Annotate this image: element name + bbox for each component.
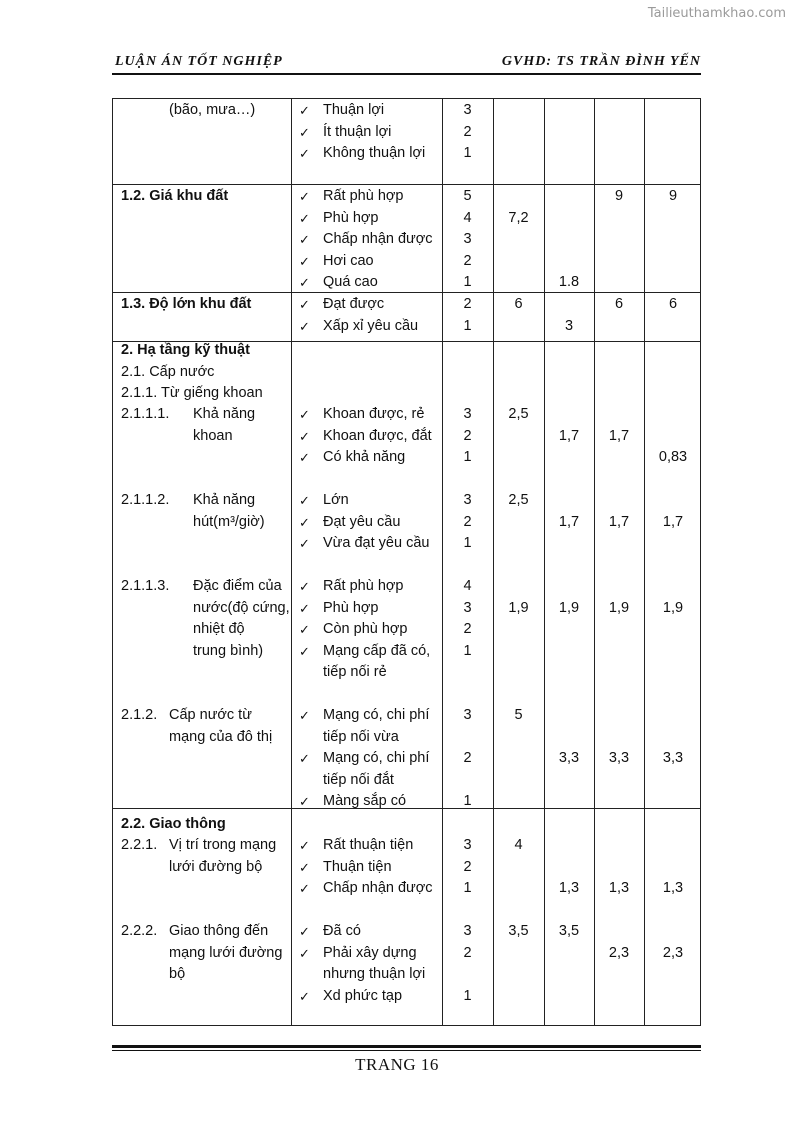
- option-label: Đạt yêu cầu: [323, 513, 401, 530]
- row-divider: [113, 184, 700, 185]
- item-label: mạng của đô thị: [169, 728, 273, 745]
- score-cell: 3,3: [662, 750, 684, 766]
- check-icon: ✓: [299, 579, 310, 594]
- item-label: hút(m³/giờ): [193, 513, 265, 530]
- option-label: Mạng có, chi phí: [323, 750, 430, 766]
- item-label: Khả năng: [193, 492, 256, 508]
- check-icon: ✓: [299, 751, 310, 766]
- option-label: Lớn: [323, 492, 349, 508]
- score-cell: 3,5: [508, 923, 529, 939]
- check-icon: ✓: [299, 881, 310, 896]
- check-icon: ✓: [299, 514, 310, 530]
- option-score: 4: [463, 578, 472, 594]
- score-cell: 1.8: [558, 274, 580, 290]
- option-score: 2: [463, 513, 472, 530]
- item-label: mạng lưới đường: [169, 944, 283, 961]
- option-label: Đạt được: [323, 296, 385, 312]
- option-label-cont: tiếp nối đắt: [323, 771, 394, 788]
- item-label: Vị trí trong mạng: [169, 837, 277, 853]
- check-icon: ✓: [299, 232, 310, 247]
- criteria-title: 1.3. Độ lớn khu đất: [121, 296, 252, 312]
- check-icon: ✓: [299, 253, 310, 269]
- header-right-advisor: GVHD: TS TRẦN ĐÌNH YẾN: [501, 54, 701, 69]
- score-cell: 1,3: [558, 880, 580, 896]
- item-label: nước(độ cứng,: [193, 599, 290, 616]
- check-icon: ✓: [299, 450, 310, 465]
- option-score: 3: [463, 599, 472, 616]
- score-cell: 1,7: [662, 513, 684, 530]
- option-score: 1: [463, 535, 472, 551]
- header-left-title: LUẬN ÁN TỐT NGHIỆP: [115, 54, 283, 69]
- score-cell: 0,83: [658, 449, 688, 465]
- option-label: Rất thuận tiện: [323, 837, 414, 853]
- option-score: 1: [463, 274, 472, 290]
- item-label: nhiệt độ: [193, 621, 245, 637]
- option-label: Mạng có, chi phí: [323, 707, 430, 723]
- option-label: Hơi cao: [323, 252, 374, 269]
- item-number: 2.1.1.1.: [121, 406, 170, 422]
- check-icon: ✓: [299, 407, 310, 422]
- section-title: 2.2. Giao thông: [121, 816, 226, 832]
- score-cell: 2,5: [508, 406, 529, 422]
- check-icon: ✓: [299, 103, 310, 118]
- score-cell: 3,3: [608, 750, 630, 766]
- score-cell: 2,3: [608, 944, 630, 961]
- item-label: khoan: [193, 427, 233, 444]
- option-label-cont: nhưng thuận lợi: [323, 966, 426, 982]
- score-cell: 3: [564, 317, 574, 334]
- score-cell: 1,9: [558, 599, 580, 616]
- check-icon: ✓: [299, 124, 310, 140]
- check-icon: ✓: [299, 146, 310, 161]
- subsection-title: 2.1. Cấp nước: [121, 363, 215, 380]
- check-icon: ✓: [299, 859, 310, 875]
- option-label: Đã có: [323, 923, 361, 939]
- item-number: 2.2.1.: [121, 837, 158, 853]
- check-icon: ✓: [299, 600, 310, 616]
- check-icon: ✓: [299, 297, 310, 312]
- item-number: 2.1.2.: [121, 707, 158, 723]
- option-label: Chấp nhận được: [323, 231, 433, 247]
- item-label: lưới đường bộ: [169, 858, 263, 875]
- option-label: Rất phù hợp: [323, 578, 404, 594]
- score-cell: 6: [514, 296, 523, 312]
- evaluation-table: [112, 98, 701, 1026]
- option-label: Phù hợp: [323, 599, 379, 616]
- score-cell: 2,3: [662, 944, 684, 961]
- section-title: 2. Hạ tầng kỹ thuật: [121, 342, 250, 358]
- score-cell: 1,9: [508, 599, 529, 616]
- option-score: 3: [463, 707, 472, 723]
- option-label: Khoan được, rẻ: [323, 406, 425, 422]
- option-label: Xd phức tạp: [323, 987, 403, 1004]
- footer-rule-thin: [112, 1050, 701, 1051]
- option-label: Thuận tiện: [323, 858, 392, 875]
- option-score: 3: [463, 231, 472, 247]
- item-label: Giao thông đến: [169, 923, 269, 939]
- check-icon: ✓: [299, 318, 310, 334]
- item-number: 2.1.1.3.: [121, 578, 170, 594]
- option-score: 2: [463, 621, 472, 637]
- check-icon: ✓: [299, 622, 310, 637]
- option-label: Mạng cấp đã có,: [323, 642, 431, 659]
- option-label-cont: tiếp nối vừa: [323, 728, 399, 745]
- option-score: 3: [463, 102, 472, 118]
- option-label: Khoan được, đắt: [323, 427, 432, 444]
- score-cell: 5: [514, 707, 523, 723]
- check-icon: ✓: [299, 275, 310, 290]
- option-score: 2: [463, 123, 472, 140]
- check-icon: ✓: [299, 945, 310, 961]
- check-icon: ✓: [299, 210, 310, 226]
- score-cell: 3,5: [558, 923, 580, 939]
- check-icon: ✓: [299, 924, 310, 939]
- option-score: 3: [463, 923, 472, 939]
- score-cell: 4: [514, 837, 523, 853]
- option-label-cont: tiếp nối rẻ: [323, 664, 387, 680]
- option-score: 2: [463, 858, 472, 875]
- option-label: Chấp nhận được: [323, 880, 433, 896]
- column-divider: [291, 99, 292, 1025]
- score-cell: 9: [668, 188, 678, 204]
- check-icon: ✓: [299, 189, 310, 204]
- option-label: Thuận lợi: [323, 102, 385, 118]
- option-label: Còn phù hợp: [323, 621, 408, 637]
- option-score: 1: [463, 642, 472, 659]
- option-score: 1: [463, 880, 472, 896]
- score-cell: 6: [614, 296, 624, 312]
- option-score: 3: [463, 837, 472, 853]
- option-score: 2: [463, 750, 472, 766]
- check-icon: ✓: [299, 708, 310, 723]
- item-number: 2.2.2.: [121, 923, 158, 939]
- header-rule: [112, 73, 701, 75]
- score-cell: 6: [668, 296, 678, 312]
- score-cell: 7,2: [508, 209, 529, 226]
- option-label: Không thuận lợi: [323, 145, 426, 161]
- score-cell: 1,7: [608, 513, 630, 530]
- row-divider: [113, 292, 700, 293]
- item-label: Đặc điểm của: [193, 578, 282, 594]
- option-score: 2: [463, 944, 472, 961]
- score-cell: 1,7: [608, 427, 630, 444]
- check-icon: ✓: [299, 988, 310, 1004]
- option-label: Quá cao: [323, 274, 378, 290]
- item-number: 2.1.1.2.: [121, 492, 170, 508]
- subsection-title: 2.1.1. Từ giếng khoan: [121, 385, 263, 401]
- option-score: 5: [463, 188, 472, 204]
- check-icon: ✓: [299, 428, 310, 444]
- option-score: 4: [463, 209, 472, 226]
- option-label: Màng sắp có: [323, 793, 407, 809]
- option-label: Phù hợp: [323, 209, 379, 226]
- item-label: Khả năng: [193, 406, 256, 422]
- check-icon: ✓: [299, 536, 310, 551]
- page-number: TRANG 16: [355, 1055, 439, 1074]
- score-cell: 1,7: [558, 513, 580, 530]
- option-label: Xấp xỉ yêu cầu: [323, 317, 419, 334]
- check-icon: ✓: [299, 794, 310, 809]
- score-cell: 3,3: [558, 750, 580, 766]
- option-label: Ít thuận lợi: [323, 123, 392, 140]
- option-score: 1: [463, 317, 472, 334]
- option-score: 2: [463, 296, 472, 312]
- option-label: Rất phù hợp: [323, 188, 404, 204]
- item-label: Cấp nước từ: [169, 707, 252, 723]
- score-cell: 1,9: [608, 599, 630, 616]
- option-score: 1: [463, 145, 472, 161]
- score-cell: 1,9: [662, 599, 684, 616]
- check-icon: ✓: [299, 643, 310, 659]
- option-score: 3: [463, 492, 472, 508]
- row-divider: [113, 808, 700, 809]
- score-cell: 9: [614, 188, 624, 204]
- item-label: trung bình): [193, 642, 264, 659]
- option-label: Vừa đạt yêu cầu: [323, 535, 430, 551]
- option-label: Phải xây dựng: [323, 944, 417, 961]
- option-label: Có khả năng: [323, 449, 406, 465]
- column-divider: [493, 99, 494, 1025]
- footer-rule-thick: [112, 1045, 701, 1048]
- criteria-title: 1.2. Giá khu đất: [121, 188, 229, 204]
- score-cell: 1,7: [558, 427, 580, 444]
- option-score: 2: [463, 252, 472, 269]
- option-score: 3: [463, 406, 472, 422]
- score-cell: 1,3: [662, 880, 684, 896]
- criteria-label: (bão, mưa…): [169, 102, 256, 118]
- option-score: 1: [463, 987, 472, 1004]
- score-cell: 1,3: [608, 880, 630, 896]
- check-icon: ✓: [299, 493, 310, 508]
- option-score: 2: [463, 427, 472, 444]
- option-score: 1: [463, 449, 472, 465]
- watermark: Tailieuthamkhao.com: [647, 6, 786, 21]
- score-cell: 2,5: [508, 492, 529, 508]
- option-score: 1: [463, 793, 472, 809]
- check-icon: ✓: [299, 838, 310, 853]
- item-label: bộ: [169, 966, 186, 982]
